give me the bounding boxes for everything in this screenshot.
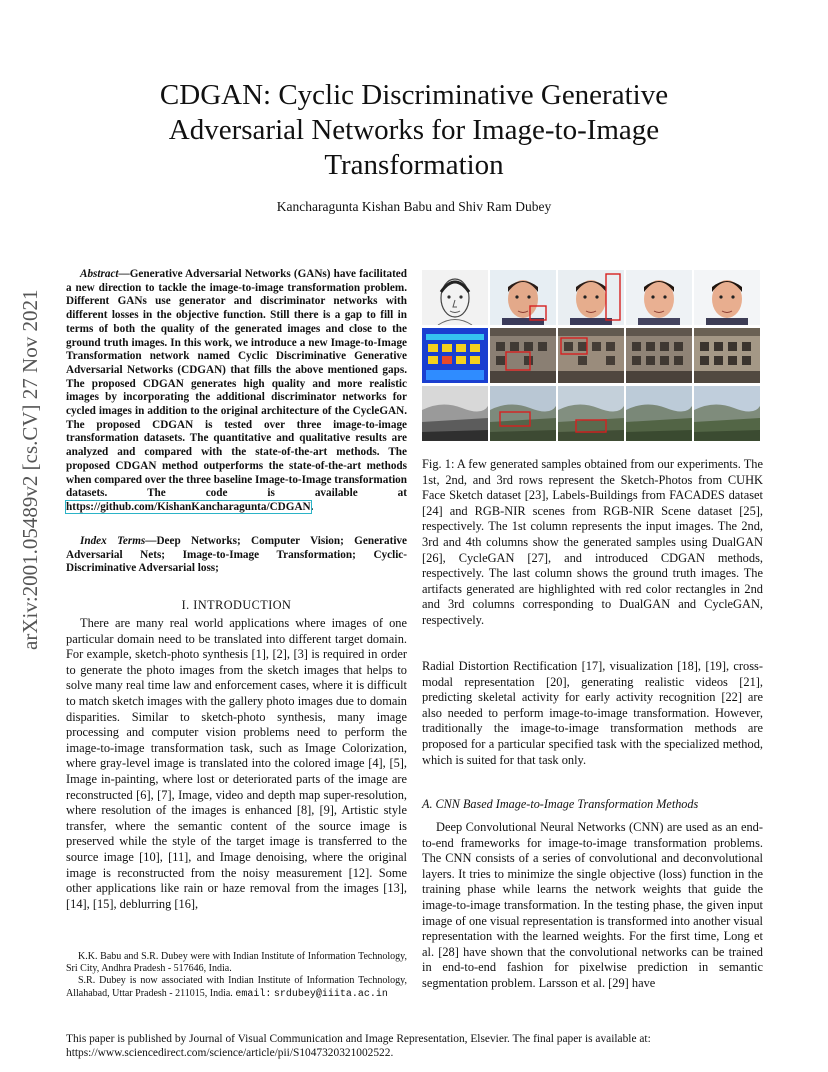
arxiv-stamp	[18, 289, 44, 676]
footnote-email[interactable]: srdubey@iiita.ac.in	[273, 988, 388, 1000]
code-link[interactable]: https://github.com/KishanKancharagunta/CDGAN	[66, 500, 311, 513]
fig-labels-input	[422, 328, 488, 383]
footnote-2-text: S.R. Dubey is now associated with Indian Institute of Information Technology, Allahabad, Uttar Pradesh - 211015, India.	[66, 975, 407, 999]
fig-sketch-cdgan	[626, 270, 692, 325]
abstract-label: Abstract	[80, 268, 119, 280]
fig-nir-cyclegan	[558, 386, 624, 441]
fig-nir-ground-truth	[694, 386, 760, 441]
footnotes	[66, 951, 407, 1001]
fig-labels-cyclegan	[558, 328, 624, 383]
abstract	[66, 268, 407, 515]
fig-sketch-ground-truth	[694, 270, 760, 325]
authors: Kancharagunta Kishan Babu and Shiv Ram Dubey	[276, 199, 552, 214]
intro-paragraph: There are many real world applications where images of one particular domain need to be translated into different target domain. For example, sketch-photo synthesis [1], [2], [3] is required in order to generate the photo images from the sketch images that helps to solve many real time law and enforcement cases, where it is difficult to match sketch images with the gallery photo images due to domain disparities. Similar to sketch-photo synthesis, many image processing and computer vision problems need to perform the image-to-image transformation task, such as Image Colorization, where gray-level image is translated into the colored image [4], [5], Image in-painting, where lost or deteriorated parts of the image are reconstructed [6], [7], Image, video and depth map super-resolution, where resolution of the images is enhanced [8], [9], Artistic style transfer, where the semantic content of the source image is preserved while the style of the target image is transferred to the source image [10], [11], and Image denoising, where the original image is reconstructed from the noisy measurement [12]. Some other applications like rain or haze removal from the images [13], [14], [15], deblurring [16],	[66, 616, 407, 911]
subsection-title: A. CNN Based Image-to-Image Transformation Methods	[422, 797, 699, 811]
publication-note: This paper is published by Journal of Visual Communication and Image Representation, Elsevier. The final paper is available at: https://www.sciencedirect.com/science/article/pii/S1047320321002522.	[66, 1033, 651, 1059]
cnn-paragraph: Deep Convolutional Neural Networks (CNN) are used as an end-to-end frameworks for image-to-image transformation problems. The CNN consists of a series of convolutional and deconvolutional layers. It tries to minimize the single objective (loss) function in the training phase while learns the network weights that guide the image-to-image transformation. In the testing phase, the given input image of one visual representation is transformed into another visual representation with the learned weights. For the first time, Long et al. [28] have shown that the convolutional networks can be trained in end-to-end fashion for pixelwise prediction in semantic segmentation problem. Larsson et al. [29] have	[422, 820, 763, 990]
figure-1	[422, 270, 762, 442]
fig-nir-dualgan	[490, 386, 556, 441]
abstract-end: .	[310, 500, 314, 513]
index-terms	[66, 535, 407, 576]
fig-labels-ground-truth	[694, 328, 760, 383]
fig-nir-cdgan	[626, 386, 692, 441]
fig-labels-dualgan	[490, 328, 556, 383]
abstract-text: —Generative Adversarial Networks (GANs) have facilitated a new direction to tackle the image-to-image transformation problem. Different GANs use generator and discriminator networks with different losses in the objective function. Still there is a gap to fill in terms of both the quality of the generated images and close to the ground truth images. In this work, we introduce a new Image-to-Image Transformation network named Cyclic Discriminative Generative Adversarial Networks (CDGAN) that fills the above mentioned gaps. The proposed CDGAN generates high quality and more realistic images by incorporating the additional discriminator networks for cycled images in addition to the original architecture of the CycleGAN. The proposed CDGAN is tested over three image-to-image transformation datasets. The quantitative and qualitative results are analyzed and compared with the state-of-the-art methods. The proposed CDGAN method outperforms the state-of-the-art methods when compared over the three baseline Image-to-Image transformation datasets. The code is available at	[66, 268, 407, 500]
fig-labels-cdgan	[626, 328, 692, 383]
section-title: I. INTRODUCTION	[181, 598, 292, 612]
index-label: Index Terms	[80, 535, 146, 547]
fig-nir-input	[422, 386, 488, 441]
footnote-email-label: email:	[235, 988, 272, 1000]
footnote-2	[66, 975, 407, 1000]
fig-sketch-cyclegan	[558, 270, 624, 325]
paper-title: CDGAN: Cyclic Discriminative Generative Adversarial Networks for Image-to-Image Transformation	[159, 79, 669, 181]
footnote-1: K.K. Babu and S.R. Dubey were with Indian Institute of Information Technology, Sri City, Andhra Pradesh - 517646, India.	[66, 951, 407, 975]
arxiv-id: arXiv:2001.05489v2 [cs.CV] 27 Nov 2021	[18, 289, 42, 650]
fig-sketch-dualgan	[490, 270, 556, 325]
figure-caption: Fig. 1: A few generated samples obtained from our experiments. The 1st, 2nd, and 3rd rows represent the Sketch-Photos from CUHK Face Sketch dataset [23], Labels-Buildings from FACADES dataset [24] and RGB-NIR scenes from RGB-NIR Scene dataset [25], respectively. The 1st column represents the input images. The 2nd, 3rd and 4th columns show the generated samples using DualGAN [26], CycleGAN [27], and introduced CDGAN methods, respectively. The last column shows the ground truth images. The artifacts generated are highlighted with red color rectangles in 2nd and 3rd columns corresponding to DualGAN and CycleGAN, respectively.	[422, 457, 763, 627]
right-paragraph: Radial Distortion Rectification [17], visualization [18], [19], cross-modal representation [20], generating realistic videos [21], predicting skeletal activity for early activity recognition [22] are also needed to perform image-to-image transformation. However, traditionally the image-to-image transformation methods are proposed for a particular specified task with the specialized method, which is suited for that task only.	[422, 659, 763, 767]
index-text: —Deep Networks; Computer Vision; Generative Adversarial Nets; Image-to-Image Transformation; Cyclic-Discriminative Adversarial loss;	[66, 535, 407, 575]
fig-sketch-input	[422, 270, 488, 325]
